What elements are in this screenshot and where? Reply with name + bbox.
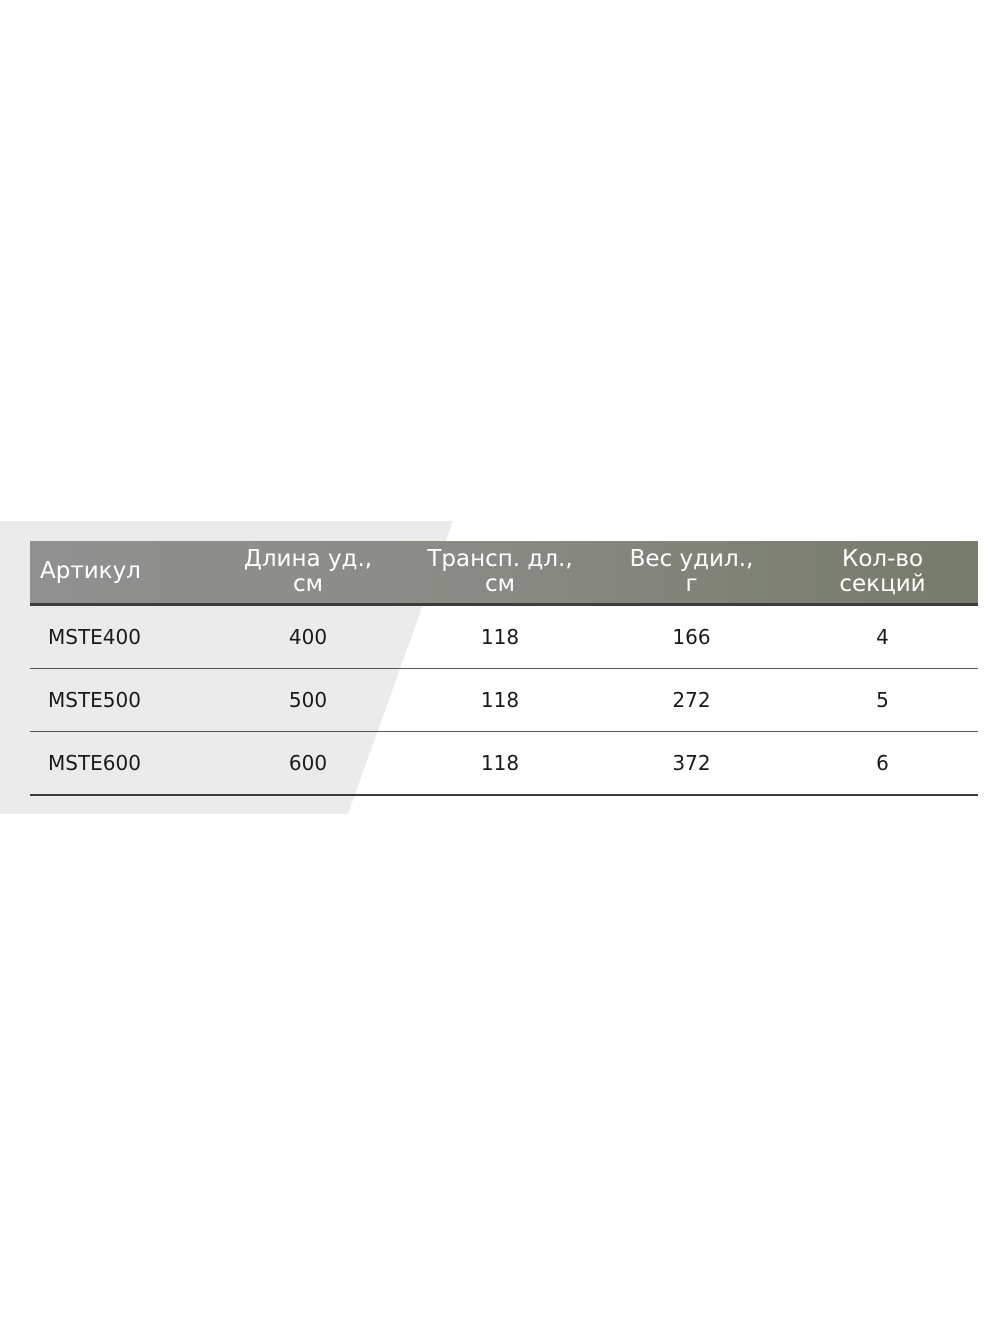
table-header-row	[30, 541, 978, 604]
cell-length: 500	[212, 668, 404, 731]
cell-sections: 5	[787, 668, 978, 731]
header-article: Артикул	[30, 541, 212, 604]
header-sections: Кол-во секций	[787, 541, 978, 604]
cell-length: 600	[212, 731, 404, 795]
cell-weight: 166	[596, 604, 787, 668]
header-transport-length: Трансп. дл., см	[404, 541, 596, 604]
header-weight: Вес удил., г	[596, 541, 787, 604]
cell-transport-length: 118	[404, 604, 596, 668]
table-row	[30, 668, 978, 731]
cell-sections: 4	[787, 604, 978, 668]
table-row	[30, 604, 978, 668]
cell-sections: 6	[787, 731, 978, 795]
cell-length: 400	[212, 604, 404, 668]
header-length: Длина уд., см	[212, 541, 404, 604]
table-row	[30, 731, 978, 795]
cell-weight: 272	[596, 668, 787, 731]
cell-transport-length: 118	[404, 731, 596, 795]
cell-article: MSTE400	[30, 604, 212, 668]
cell-article: MSTE500	[30, 668, 212, 731]
spec-table	[30, 541, 978, 796]
cell-transport-length: 118	[404, 668, 596, 731]
cell-weight: 372	[596, 731, 787, 795]
cell-article: MSTE600	[30, 731, 212, 795]
